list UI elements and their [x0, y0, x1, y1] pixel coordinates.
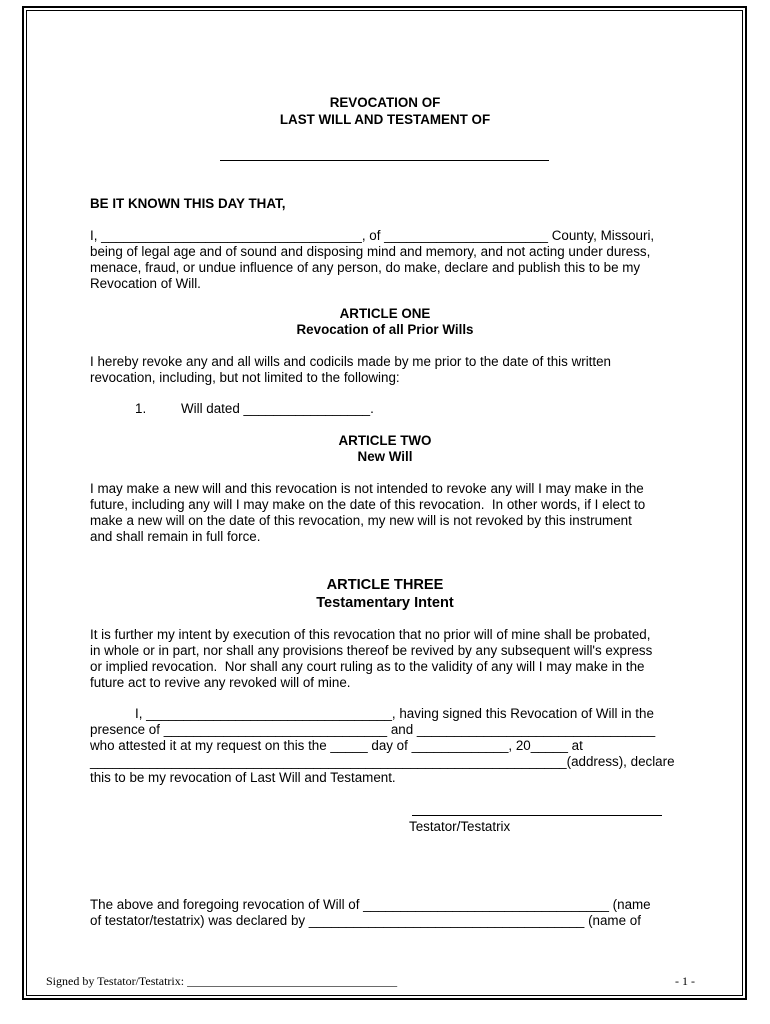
- attestation-line-2: presence of ______________________________ and ________________________________: [90, 722, 656, 737]
- article-three-line-3: or implied revocation. Nor shall any court ruling as to the validity of any will I may make in the: [90, 659, 645, 674]
- article-three-line-1: It is further my intent by execution of this revocation that no prior will of mine shall be probated,: [90, 627, 651, 642]
- intro-line-1: I, ___________________________________, of ______________________ County, Missouri,: [90, 228, 655, 243]
- article-one-item-number: 1.: [135, 401, 147, 416]
- article-two-subtitle: New Will: [357, 449, 413, 464]
- intro-heading: BE IT KNOWN THIS DAY THAT,: [90, 196, 286, 211]
- attestation-line-1: I, _________________________________, having signed this Revocation of Will in the: [135, 706, 654, 721]
- article-two-line-4: and shall remain in full force.: [90, 529, 261, 544]
- article-one-line-1: I hereby revoke any and all wills and codicils made by me prior to the date of this written: [90, 354, 612, 369]
- intro-line-3: menace, fraud, or undue influence of any person, do make, declare and publish this to be my: [90, 260, 641, 275]
- title-line-1: REVOCATION OF: [329, 95, 441, 110]
- article-three-title: ARTICLE THREE: [326, 577, 444, 593]
- article-three-line-2: in whole or in part, nor shall any provisions thereof be revived by any subsequent will's express: [90, 643, 653, 658]
- article-three-line-4: future act to revive any revoked will of mine.: [90, 675, 351, 690]
- attestation-line-5: this to be my revocation of Last Will and Testament.: [90, 770, 396, 785]
- article-one-item-text: Will dated _________________.: [181, 401, 374, 416]
- attestation-line-4: ________________________________________________________________(address), declare: [90, 754, 675, 769]
- signature-label: Testator/Testatrix: [409, 819, 511, 834]
- testator-name-line: [220, 160, 549, 161]
- article-one-line-2: revocation, including, but not limited to the following:: [90, 370, 400, 385]
- footer-page-number: - 1 -: [675, 974, 695, 988]
- article-two-line-2: future, including any will I may make on the date of this revocation. In other words, if I elect to: [90, 497, 646, 512]
- article-two-line-1: I may make a new will and this revocation is not intended to revoke any will I may make in the: [90, 481, 644, 496]
- signature-line: [412, 815, 662, 816]
- title-line-2: LAST WILL AND TESTAMENT OF: [279, 112, 491, 127]
- intro-line-2: being of legal age and of sound and disposing mind and memory, and not acting under duress,: [90, 244, 651, 259]
- closing-line-2: of testator/testatrix) was declared by _____________________________________ (name of: [90, 913, 641, 928]
- attestation-line-3: who attested it at my request on this the _____ day of _____________, 20_____ at: [90, 738, 583, 753]
- intro-line-4: Revocation of Will.: [90, 276, 201, 291]
- article-two-title: ARTICLE TWO: [338, 433, 432, 448]
- article-two-line-3: make a new will on the date of this revocation, my new will is not revoked by this instrument: [90, 513, 632, 528]
- footer-signed-by: Signed by Testator/Testatrix: ___________________________________: [46, 974, 398, 988]
- article-one-title: ARTICLE ONE: [339, 306, 431, 321]
- article-three-subtitle: Testamentary Intent: [316, 595, 454, 611]
- article-one-subtitle: Revocation of all Prior Wills: [296, 322, 474, 337]
- closing-line-1: The above and foregoing revocation of Will of _________________________________ (name: [90, 897, 651, 912]
